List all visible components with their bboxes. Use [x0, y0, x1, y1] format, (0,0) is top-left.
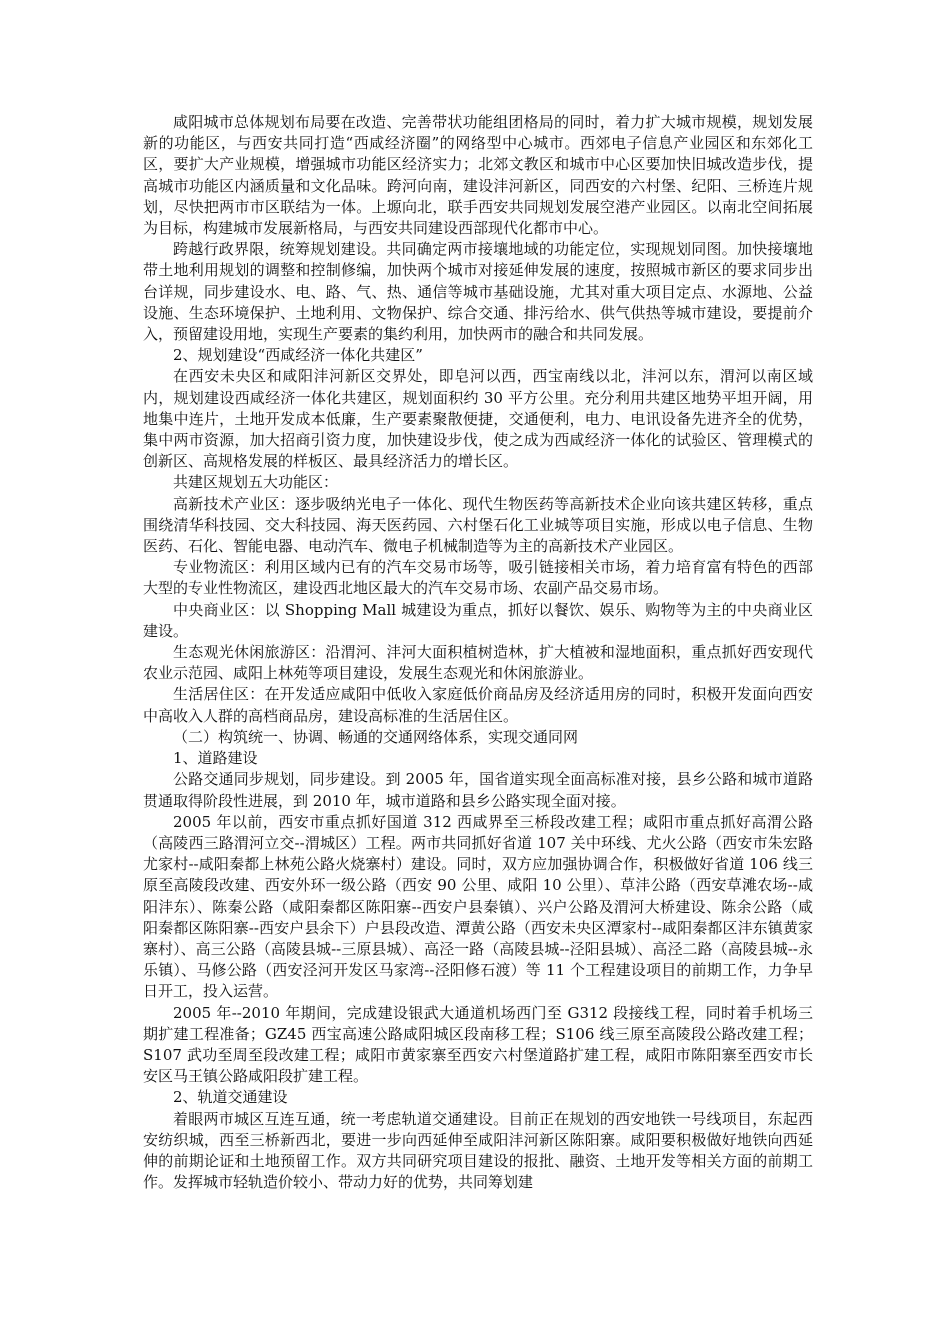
- document-body: [143, 112, 813, 1193]
- heading-joint-zone: 2、规划建设“西咸经济一体化共建区”: [173, 346, 423, 365]
- paragraph-residential-zone: 生活居住区：在开发适应咸阳中低收入家庭低价商品房及经济适用房的同时，积极开发面向西安中高收入人群的高档商品房，建设高标准的生活居住区。: [143, 685, 813, 725]
- paragraph-rail-transit: 着眼两市城区互连互通，统一考虑轨道交通建设。目前正在规划的西安地铁一号线项目，东起西安纺织城，西至三桥新西北，要进一步向西延伸至咸阳沣河新区陈阳寨。咸阳要积极做好地铁向西延伸的前期论证和土地预留工作。双方共同研究项目建设的报批、融资、土地开发等相关方面的前期工作。发挥城市轻轨造价较小、带动力好的优势，共同筹划建: [143, 1109, 813, 1192]
- paragraph-logistics-zone: 专业物流区：利用区域内已有的汽车交易市场等，吸引链接相关市场，着力培育富有特色的西部大型的专业性物流区，建设西北地区最大的汽车交易市场、农副产品交易市场。: [143, 558, 813, 598]
- paragraph-business-zone: 中央商业区：以 Shopping Mall 城建设为重点，抓好以餐饮、娱乐、购物等为主的中央商业区建设。: [143, 600, 813, 640]
- paragraph-five-zones: 共建区规划五大功能区：: [173, 473, 339, 492]
- heading-transport-network: （二）构筑统一、协调、畅通的交通网络体系，实现交通同网: [173, 727, 579, 746]
- paragraph-road-2005-2010: 2005 年--2010 年期间，完成建设银武大通道机场西门至 G312 段接线工程，同时着手机场三期扩建工程准备；GZ45 西宝高速公路咸阳城区段南移工程；S106 线三原至高陵段公路改建工程；S107 武功至周至段改建工程；咸阳市黄家寨至西安六村堡道路扩建工程，咸阳市陈阳寨至西安市长安区马王镇公路咸阳段扩建工程。: [143, 1003, 813, 1086]
- heading-rail-transit: 2、轨道交通建设: [173, 1088, 288, 1107]
- paragraph-hightech-zone: 高新技术产业区：逐步吸纳光电子一体化、现代生物医药等高新技术企业向该共建区转移，重点围绕清华科技园、交大科技园、海天医药园、六村堡石化工业城等项目实施，形成以电子信息、生物医药、石化、智能电器、电动汽车、微电子机械制造等为主的高新技术产业园区。: [143, 494, 813, 556]
- paragraph-urban-layout: 咸阳城市总体规划布局要在改造、完善带状功能组团格局的同时，着力扩大城市规模，规划发展新的功能区，与西安共同打造“西咸经济圈”的网络型中心城市。西郊电子信息产业园区和东郊化工区，要扩大产业规模，增强城市功能区经济实力；北郊文教区和城市中心区要加快旧城改造步伐，提高城市功能区内涵质量和文化品味。跨河向南，建设沣河新区，同西安的六村堡、纪阳、三桥连片规划，尽快把两市市区联结为一体。上塬向北，联手西安共同规划发展空港产业园区。以南北空间拓展为目标，构建城市发展新格局，与西安共同建设西部现代化都市中心。: [143, 113, 813, 238]
- heading-road-construction: 1、道路建设: [173, 749, 258, 768]
- paragraph-tourism-zone: 生态观光休闲旅游区：沿渭河、沣河大面积植树造林，扩大植被和湿地面积，重点抓好西安现代农业示范园、咸阳上林苑等项目建设，发展生态观光和休闲旅游业。: [143, 643, 813, 683]
- paragraph-road-sync: 公路交通同步规划，同步建设。到 2005 年，国省道实现全面高标准对接，县乡公路和城市道路贯通取得阶段性进展，到 2010 年，城市道路和县乡公路实现全面对接。: [143, 770, 813, 810]
- paragraph-joint-zone: 在西安未央区和咸阳沣河新区交界处，即皂河以西，西宝南线以北，沣河以东，渭河以南区域内，规划建设西咸经济一体化共建区，规划面积约 30 平方公里。充分利用共建区地势平坦开阔，用地集中连片，土地开发成本低廉，生产要素聚散便捷，交通便利，电力、电讯设备先进齐全的优势，集中两市资源，加大招商引资力度，加快建设步伐，使之成为西咸经济一体化的试验区、管理模式的创新区、高规格发展的样板区、最具经济活力的增长区。: [143, 367, 813, 471]
- paragraph-cross-boundary-planning: 跨越行政界限，统筹规划建设。共同确定两市接壤地域的功能定位，实现规划同图。加快接壤地带土地利用规划的调整和控制修编，加快两个城市对接延伸发展的速度，按照城市新区的要求同步出台详规，同步建设水、电、路、气、热、通信等城市基础设施，尤其对重大项目定点、水源地、公益设施、生态环境保护、土地利用、文物保护、综合交通、排污给水、供气供热等城市建设，要提前介入，预留建设用地，实现生产要素的集约利用，加快两市的融合和共同发展。: [143, 240, 813, 344]
- paragraph-road-before-2005: 2005 年以前，西安市重点抓好国道 312 西咸界至三桥段改建工程；咸阳市重点抓好高渭公路（高陵西三路渭河立交--渭城区）工程。两市共同抓好省道 107 关中环线、尤火公路（西安市朱宏路尤家村--咸阳秦都上林苑公路火烧寨村）建设。同时，双方应加强协调合作，积极做好省道 106 线三原至高陵段改建、西安外环一级公路（西安 90 公里、咸阳 10 公里）、草沣公路（西安草滩农场--咸阳沣东）、陈秦公路（咸阳秦都区陈阳寨--西安户县秦镇）、兴户公路及渭河大桥建设、陈余公路（咸阳秦都区陈阳寨--西安户县余下）户县段改造、潭黄公路（西安未央区潭家村--咸阳秦都区沣东镇黄家寨村）、高三公路（高陵县城--三原县城）、高泾一路（高陵县城--泾阳县城）、高泾二路（高陵县城--永乐镇）、马修公路（西安泾河开发区马家湾--泾阳修石渡）等 11 个工程建设项目的前期工作，力争早日开工，投入运营。: [143, 812, 813, 1001]
